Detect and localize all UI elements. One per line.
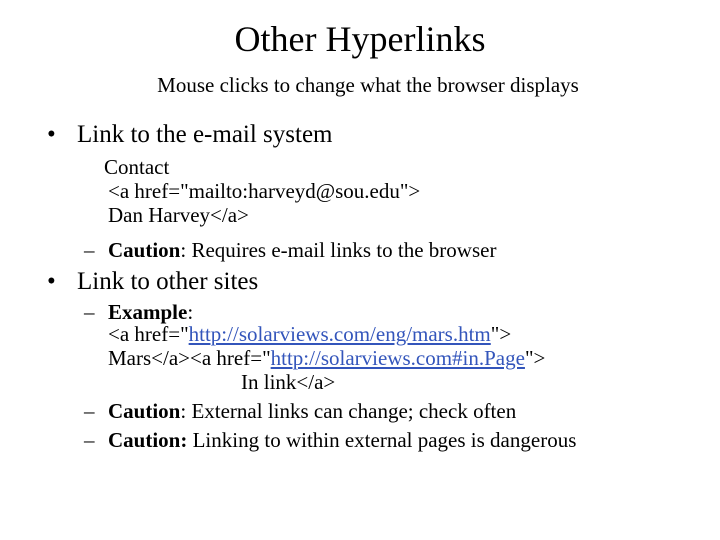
- caution-label: Caution: [108, 399, 181, 423]
- code-fragment: ">: [524, 346, 546, 370]
- dash-marker: –: [84, 300, 95, 324]
- bullet-marker: •: [47, 268, 56, 295]
- example-colon: :: [187, 300, 194, 324]
- section-heading-email: Link to the e-mail system: [77, 121, 333, 148]
- example-code-line: [108, 322, 511, 347]
- slide-subtitle: Mouse clicks to change what the browser displays: [157, 73, 579, 97]
- section-heading-sites: Link to other sites: [77, 268, 259, 295]
- slide-title: Other Hyperlinks: [234, 19, 486, 59]
- in-page-link[interactable]: http://solarviews.com#in.Page: [270, 346, 525, 370]
- dash-marker: –: [84, 428, 95, 452]
- caution-item: [108, 428, 576, 453]
- code-line: Dan Harvey</a>: [108, 203, 249, 227]
- code-line: <a href="mailto:harveyd@sou.edu">: [108, 179, 421, 203]
- code-fragment: ">: [490, 322, 512, 346]
- caution-label: Caution:: [108, 428, 188, 452]
- caution-text: Linking to within external pages is dangerous: [187, 428, 577, 452]
- caution-text: : Requires e-mail links to the browser: [180, 238, 497, 262]
- caution-text: : External links can change; check often: [180, 399, 517, 423]
- example-label: Example: [108, 300, 188, 324]
- bullet-marker: •: [47, 121, 56, 148]
- example-code-line: [108, 346, 545, 371]
- code-fragment: <a href=": [108, 322, 189, 346]
- caution-item: [108, 238, 496, 263]
- dash-marker: –: [84, 238, 95, 262]
- dash-marker: –: [84, 399, 95, 423]
- mars-link[interactable]: http://solarviews.com/eng/mars.htm: [188, 322, 491, 346]
- example-code-line: In link</a>: [241, 370, 336, 394]
- code-fragment: Mars</a><a href=": [108, 346, 271, 370]
- caution-label: Caution: [108, 238, 181, 262]
- code-line: Contact: [104, 155, 170, 179]
- caution-item: [108, 399, 516, 424]
